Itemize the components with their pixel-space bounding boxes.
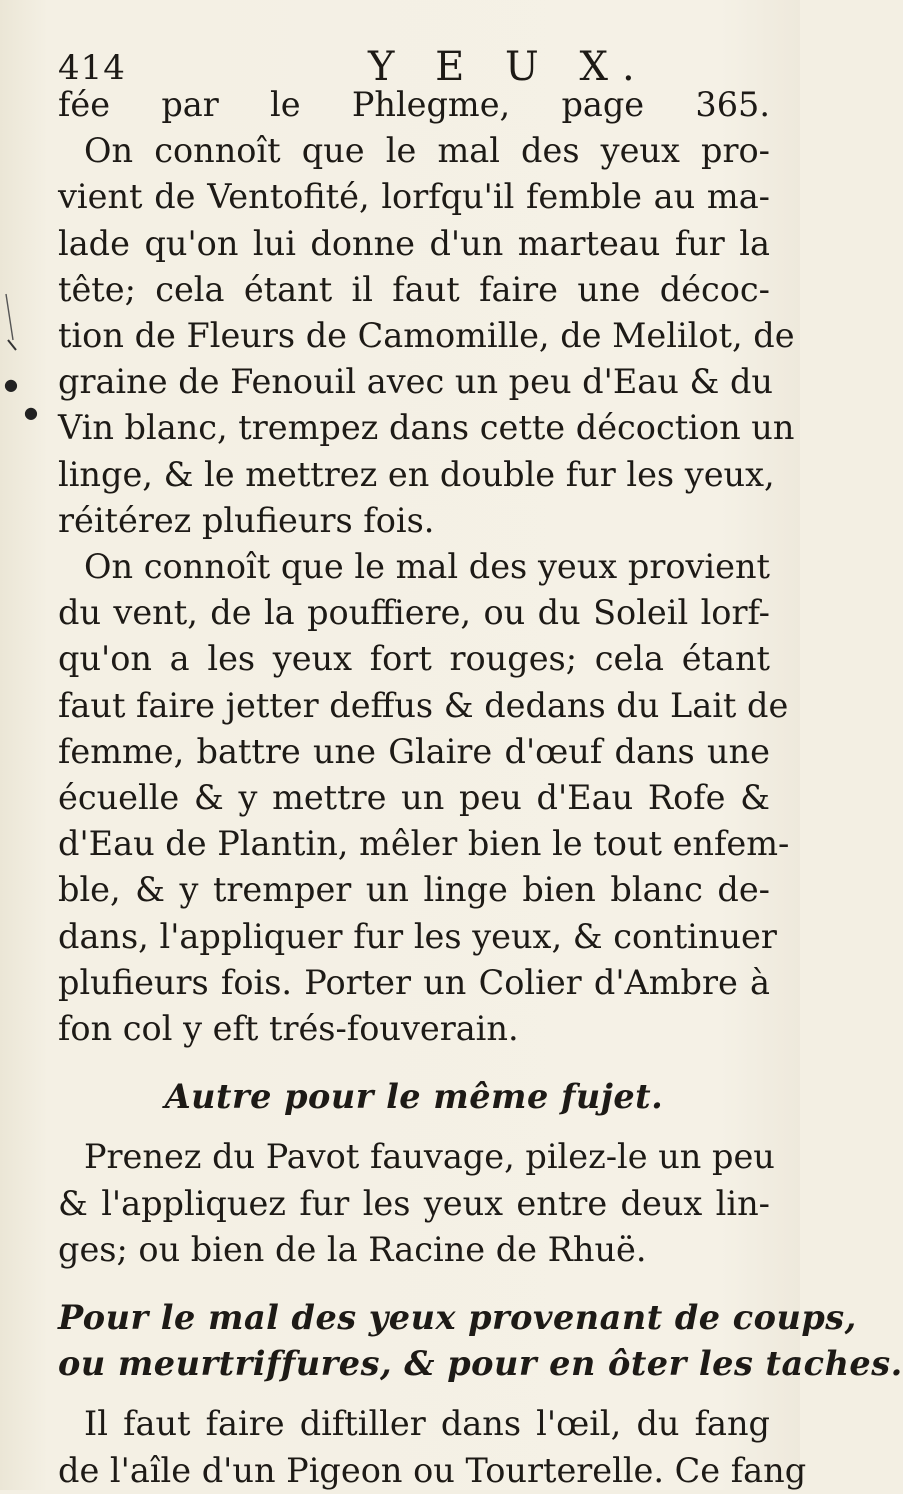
text-line: écuelle & y mettre un peu d'Eau Rofe & bbox=[58, 778, 770, 818]
text-line: lade qu'on lui donne d'un marteau fur la bbox=[58, 223, 770, 263]
text-line: femme, battre une Glaire d'œuf dans une bbox=[58, 731, 770, 771]
text-line: ble, & y tremper un linge bien blanc de- bbox=[58, 870, 770, 910]
text-line: & l'appliquez fur les yeux entre deux lin- bbox=[58, 1183, 770, 1223]
text-line: ges; ou bien de la Racine de Rhuë. bbox=[58, 1229, 647, 1269]
text-line: du vent, de la pouffiere, ou du Soleil lorf- bbox=[58, 593, 770, 633]
text-line: faut faire jetter deffus & dedans du Lait de bbox=[58, 685, 789, 725]
text-line: réitérez plufieurs fois. bbox=[58, 500, 435, 540]
text-line: de l'aîle d'un Pigeon ou Tourterelle. Ce fang bbox=[58, 1450, 807, 1490]
text-line: linge, & le mettrez en double fur les yeux, bbox=[58, 454, 775, 494]
text-line: d'Eau de Plantin, mêler bien le tout enfem- bbox=[58, 824, 790, 864]
margin-dot-mark: ● bbox=[24, 403, 38, 422]
text-line: tion de Fleurs de Camomille, de Melilot, de bbox=[58, 316, 795, 356]
body-text bbox=[58, 82, 903, 1494]
running-head: Y E U X. bbox=[368, 44, 649, 90]
text-line: On connoît que le mal des yeux pro- bbox=[84, 131, 770, 171]
text-line: Vin blanc, trempez dans cette décoction un bbox=[58, 408, 795, 448]
margin-stroke-mark bbox=[4, 292, 18, 356]
text-line: vient de Ventofité, lorfqu'il femble au ma- bbox=[58, 177, 770, 217]
text-line: fon col y eft trés-fouverain. bbox=[58, 1009, 519, 1049]
margin-dot-mark: ● bbox=[4, 375, 18, 394]
section-heading: ou meurtriffures, & pour en ôter les taches. bbox=[58, 1344, 903, 1384]
text-line: tête; cela étant il faut faire une décoc- bbox=[58, 269, 770, 309]
text-line: On connoît que le mal des yeux provient bbox=[84, 547, 770, 587]
text-line: plufieurs fois. Porter un Colier d'Ambre à bbox=[58, 962, 770, 1002]
text-line: Il faut faire diftiller dans l'œil, du fang bbox=[84, 1404, 770, 1444]
section-heading: Pour le mal des yeux provenant de coups, bbox=[58, 1298, 857, 1338]
section-heading: Autre pour le même fujet. bbox=[164, 1077, 664, 1117]
text-line: graine de Fenouil avec un peu d'Eau & du bbox=[58, 362, 773, 402]
text-line: Prenez du Pavot fauvage, pilez-le un peu bbox=[84, 1137, 775, 1177]
text-line: dans, l'appliquer fur les yeux, & continuer bbox=[58, 916, 777, 956]
text-line: fée par le Phlegme, page 365. bbox=[58, 85, 770, 124]
page-number: 414 bbox=[58, 48, 126, 88]
text-line: qu'on a les yeux fort rouges; cela étant bbox=[58, 639, 770, 679]
